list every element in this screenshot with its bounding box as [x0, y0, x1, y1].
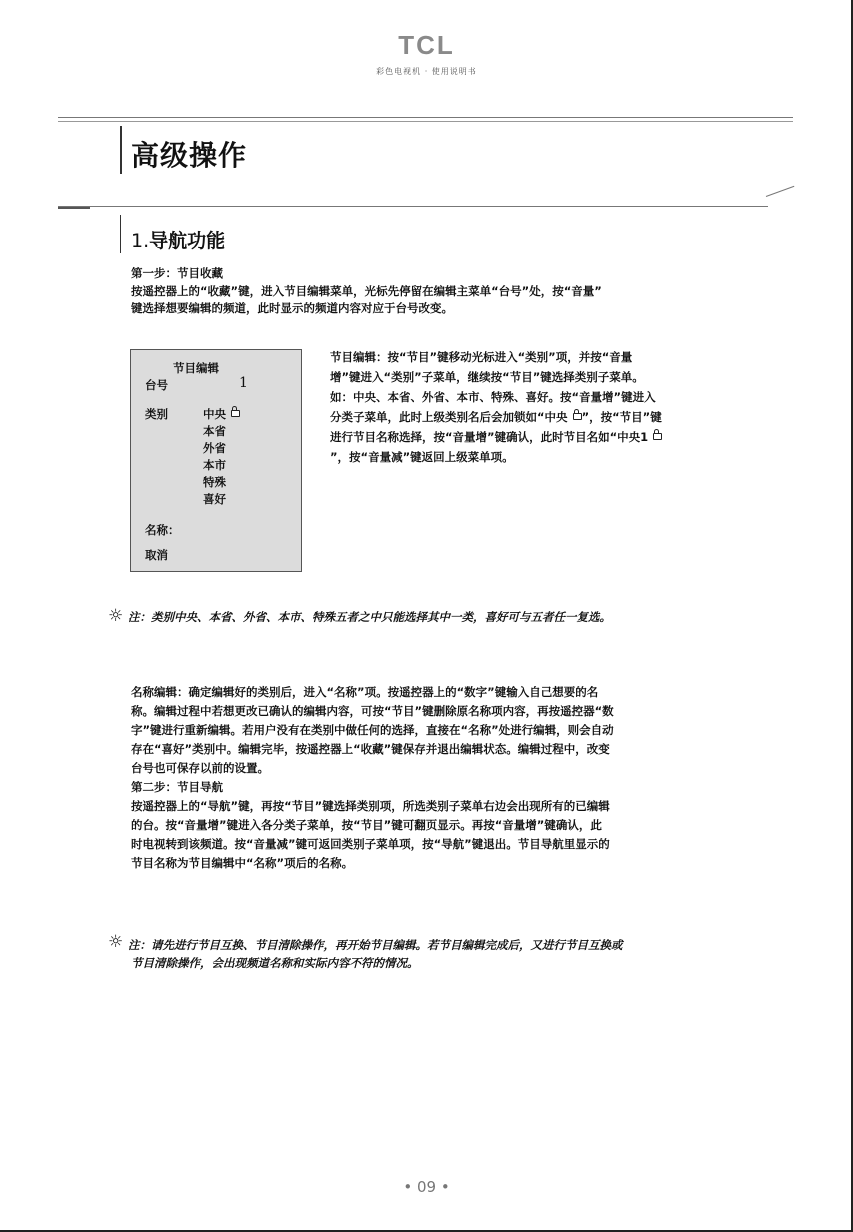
sun-icon: ☼ — [108, 606, 124, 626]
menu-channel-value: 1 — [239, 375, 248, 391]
name-edit-line: 字”键进行重新编辑。若用户没有在类别中做任何的选择，直接在“名称”处进行编辑，则会自动 — [131, 723, 614, 737]
edit-desc-line — [330, 409, 662, 426]
menu-cancel-label: 取消 — [145, 548, 168, 562]
menu-category-item: 外省 — [203, 441, 226, 455]
section-number: 1. — [131, 230, 150, 252]
menu-category-item — [203, 406, 240, 422]
tcl-logo: TCL — [398, 30, 455, 60]
section-title-text: 导航功能 — [149, 230, 226, 252]
divider — [58, 121, 793, 122]
divider-tab — [58, 207, 90, 209]
step2-line: 按遥控器上的“导航”键，再按“节目”键选择类别项，所选类别子菜单右边会出现所有的已编辑 — [131, 799, 610, 813]
lock-icon — [653, 433, 662, 440]
dot-icon: • — [403, 1178, 413, 1196]
category-text: 中央 — [203, 407, 226, 421]
note-text: 注：请先进行节目互换、节目清除操作，再开始节目编辑。若节目编辑完成后，又进行节目互换或 — [128, 938, 623, 952]
lock-icon — [573, 413, 582, 420]
name-edit-line: 台号也可保存以前的设置。 — [131, 761, 269, 775]
step1-heading: 第一步：节目收藏 — [131, 266, 223, 280]
section-accent-bar — [120, 215, 121, 253]
section-title — [131, 226, 225, 253]
header-subtitle: 彩色电视机 · 使用说明书 — [376, 67, 477, 76]
edit-desc-line: ”，按“音量减”键返回上级菜单项。 — [330, 450, 514, 464]
edit-desc-text: ”，按“节目”键 — [581, 410, 662, 424]
edit-desc-text: 分类子菜单，此时上级类别名后会加锁如“中央 — [330, 410, 568, 424]
menu-category-item: 本市 — [203, 458, 226, 472]
title-accent-bar — [120, 126, 122, 174]
divider — [58, 206, 768, 207]
step2-heading: 第二步：节目导航 — [131, 780, 223, 794]
menu-title: 节目编辑 — [173, 361, 219, 375]
program-edit-menu — [130, 349, 302, 572]
step2-line: 时电视转到该频道。按“音量减”键可返回类别子菜单项，按“导航”键退出。节目导航里显示的 — [131, 837, 610, 851]
sun-icon: ☼ — [108, 932, 124, 952]
edit-desc-line: 如：中央、本省、外省、本市、特殊、喜好。按“音量增”键进入 — [330, 390, 656, 404]
page-number: 09 — [416, 1178, 437, 1196]
menu-channel-label: 台号 — [145, 378, 168, 392]
step1-line: 按遥控器上的“收藏”键，进入节目编辑菜单，光标先停留在编辑主菜单“台号”处，按“音量” — [131, 284, 602, 298]
divider — [58, 117, 793, 118]
edit-desc-line: 节目编辑：按“节目”键移动光标进入“类别”项，并按“音量 — [330, 350, 633, 364]
edit-desc-line — [330, 429, 662, 446]
edit-desc-line: 增”键进入“类别”子菜单，继续按“节目”键选择类别子菜单。 — [330, 370, 644, 384]
dot-icon: • — [440, 1178, 450, 1196]
menu-category-label: 类别 — [145, 407, 168, 421]
menu-name-label: 名称： — [145, 523, 180, 537]
page-header — [0, 30, 853, 77]
lock-icon — [231, 410, 240, 417]
name-edit-line: 称。编辑过程中若想更改已确认的编辑内容，可按“节目”键删除原名称项内容，再按遥控器“数 — [131, 704, 614, 718]
menu-category-item: 喜好 — [203, 492, 226, 506]
step2-line: 的台。按“音量增”键进入各分类子菜单，按“节目”键可翻页显示。再按“音量增”键确认，此 — [131, 818, 602, 832]
menu-category-item: 特殊 — [203, 475, 226, 489]
edit-desc-text: 进行节目名称选择，按“音量增”键确认，此时节目名如“中央1 — [330, 430, 649, 444]
menu-category-item: 本省 — [203, 424, 226, 438]
page-footer — [0, 1178, 853, 1196]
step2-line: 节目名称为节目编辑中“名称”项后的名称。 — [131, 856, 354, 870]
step1-line: 键选择想要编辑的频道，此时显示的频道内容对应于台号改变。 — [131, 301, 453, 315]
page-title: 高级操作 — [131, 139, 248, 172]
name-edit-line: 存在“喜好”类别中。编辑完毕，按遥控器上“收藏”键保存并退出编辑状态。编辑过程中，改变 — [131, 742, 610, 756]
note-text: 注：类别中央、本省、外省、本市、特殊五者之中只能选择其中一类，喜好可与五者任一复选。 — [128, 610, 611, 624]
name-edit-line: 名称编辑：确定编辑好的类别后，进入“名称”项。按遥控器上的“数字”键输入自己想要的名 — [131, 685, 599, 699]
note-text: 节目清除操作，会出现频道名称和实际内容不符的情况。 — [131, 956, 419, 970]
